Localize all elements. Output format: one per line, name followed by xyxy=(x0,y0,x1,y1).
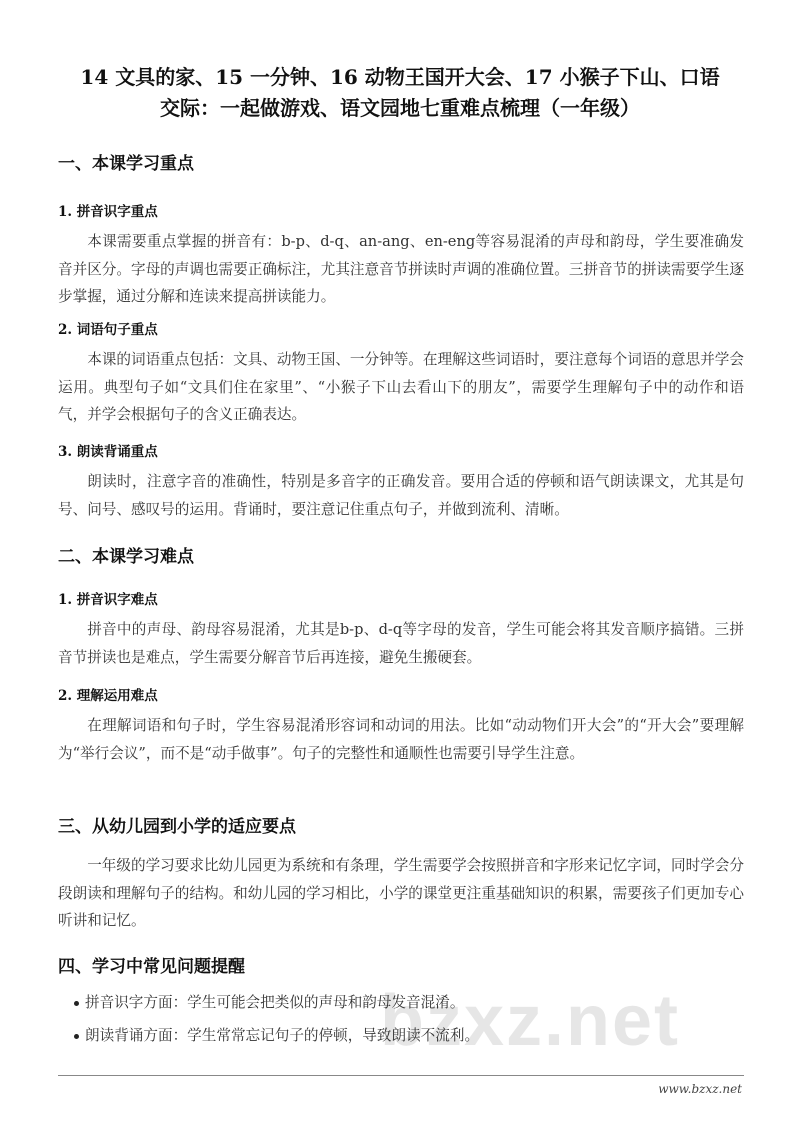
subsection-heading: 1. 拼音识字重点 xyxy=(58,204,158,220)
list-item xyxy=(74,992,464,1014)
paragraph: 本课需要重点掌握的拼音有：b-p、d-q、an-ang、en-eng等容易混淆的声母和韵母，学生要准确发音并区分。字母的声调也需要正确标注，尤其注意音节拼读时声调的准确位置。三拼音节的拼读需要学生逐步掌握，通过分解和连读来提高拼读能力。 xyxy=(58,233,744,305)
paragraph: 拼音中的声母、韵母容易混淆，尤其是b-p、d-q等字母的发音，学生可能会将其发音顺序搞错。三拼音节拼读也是难点，学生需要分解音节后再连接，避免生搬硬套。 xyxy=(58,621,744,666)
section-heading-4: 四、学习中常见问题提醒 xyxy=(58,957,245,977)
subsection-heading: 1. 拼音识字难点 xyxy=(58,592,158,608)
paragraph: 本课的词语重点包括：文具、动物王国、一分钟等。在理解这些词语时，要注意每个词语的意思并学会运用。典型句子如“文具们住在家里”、“小猴子下山去看山下的朋友”，需要学生理解句子中的动作和语气，并学会根据句子的含义正确表达。 xyxy=(58,351,744,423)
paragraph: 在理解词语和句子时，学生容易混淆形容词和动词的用法。比如“动动物们开大会”的“开大会”要理解为“举行会议”，而不是“动手做事”。句子的完整性和通顺性也需要引导学生注意。 xyxy=(58,717,744,762)
document-title xyxy=(40,62,760,124)
title-line-2: 交际：一起做游戏、语文园地七重难点梳理（一年级） xyxy=(160,96,640,120)
list-item-text: 朗读背诵方面：学生常常忘记句子的停顿，导致朗读不流利。 xyxy=(85,1027,480,1044)
paragraph: 一年级的学习要求比幼儿园更为系统和有条理，学生需要学会按照拼音和字形来记忆字词，同时学会分段朗读和理解句子的结构。和幼儿园的学习相比，小学的课堂更注重基础知识的积累，需要孩子们更加专心听讲和记忆。 xyxy=(58,857,744,929)
watermark: bzxz.net xyxy=(380,981,681,1061)
list-item-text: 拼音识字方面：学生可能会把类似的声母和韵母发音混淆。 xyxy=(85,994,465,1011)
title-line-1: 14 文具的家、15 一分钟、16 动物王国开大会、17 小猴子下山、口语 xyxy=(80,65,720,89)
paragraph: 朗读时，注意字音的准确性，特别是多音字的正确发音。要用合适的停顿和语气朗读课文，尤其是句号、问号、感叹号的运用。背诵时，要注意记住重点句子，并做到流利、清晰。 xyxy=(58,473,744,518)
footer-url: www.bzxz.net xyxy=(658,1082,742,1096)
bullet-icon xyxy=(74,1034,79,1039)
footer-divider xyxy=(58,1075,744,1076)
list-item xyxy=(74,1025,479,1047)
subsection-heading: 2. 理解运用难点 xyxy=(58,688,158,704)
section-heading-3: 三、从幼儿园到小学的适应要点 xyxy=(58,817,296,837)
section-heading-1: 一、本课学习重点 xyxy=(58,154,194,174)
section-heading-2: 二、本课学习难点 xyxy=(58,547,194,567)
subsection-heading: 3. 朗读背诵重点 xyxy=(58,444,158,460)
bullet-icon xyxy=(74,1001,79,1006)
subsection-heading: 2. 词语句子重点 xyxy=(58,322,158,338)
